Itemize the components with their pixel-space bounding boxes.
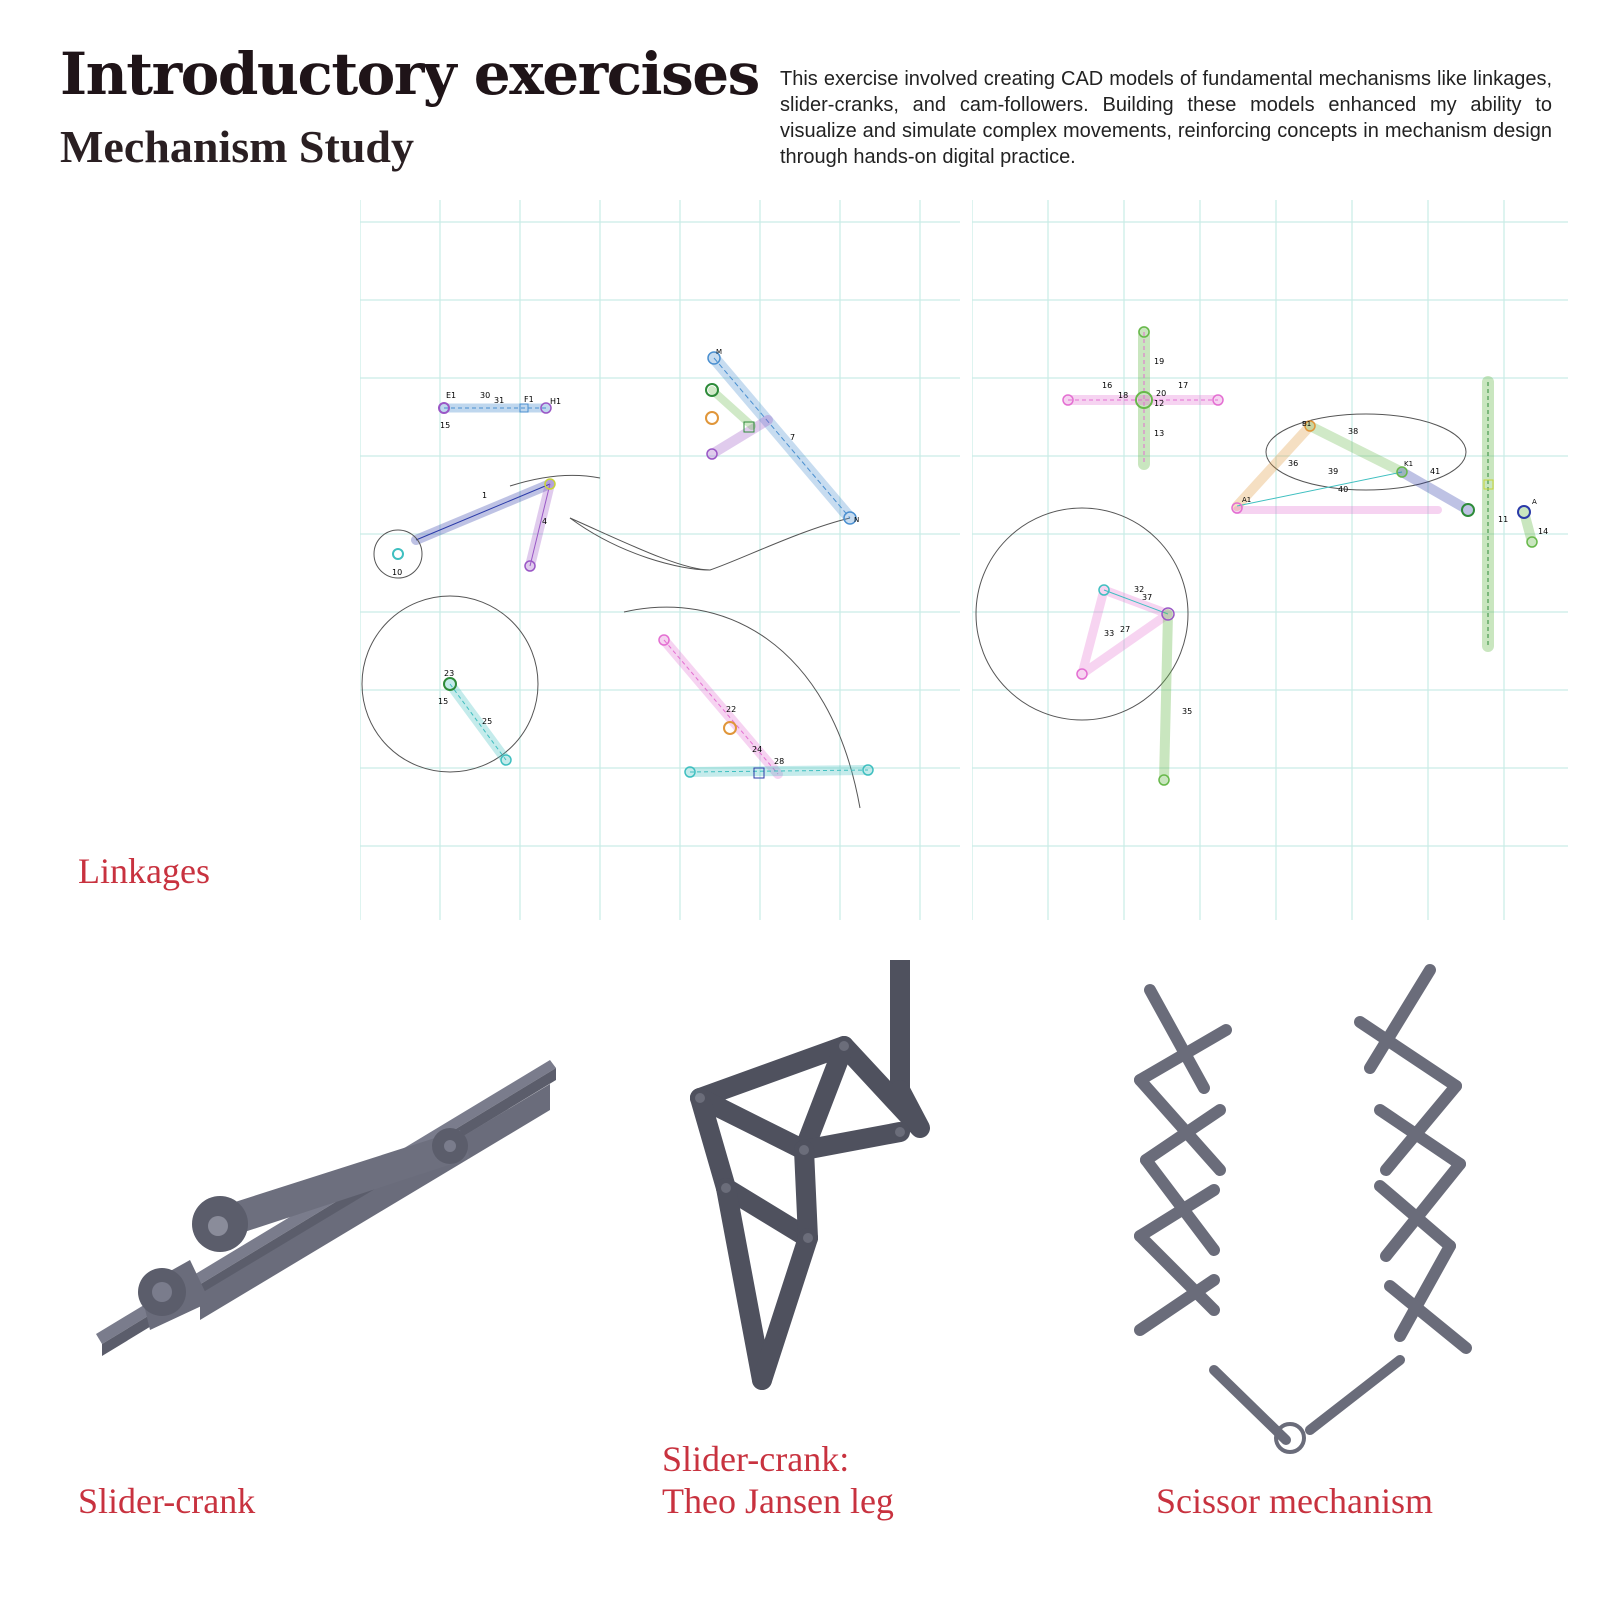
caption-scissor: Scissor mechanism <box>1156 1481 1433 1521</box>
label-16: 16 <box>1102 381 1113 390</box>
label-39: 39 <box>1328 467 1339 476</box>
page-title: Introductory exercises <box>60 40 759 108</box>
label-17: 17 <box>1178 381 1189 390</box>
label-32: 32 <box>1134 585 1145 594</box>
label-7: 7 <box>790 433 796 442</box>
label-m: M <box>716 348 723 356</box>
caption-slider-crank: Slider-crank <box>78 1481 256 1521</box>
caption-theo-line-2: Theo Jansen leg <box>662 1481 894 1521</box>
label-a: A <box>1532 498 1537 506</box>
label-b1: B1 <box>1302 420 1312 428</box>
label-19: 19 <box>1154 357 1165 366</box>
label-40: 40 <box>1338 485 1349 494</box>
label-28: 28 <box>774 757 785 766</box>
label-25: 25 <box>482 717 493 726</box>
label-n: N <box>854 516 860 524</box>
label-15-a: 15 <box>440 421 451 430</box>
label-22: 22 <box>726 705 737 714</box>
label-38: 38 <box>1348 427 1359 436</box>
caption-theo-jansen <box>662 1438 894 1522</box>
label-e1: E1 <box>446 391 457 400</box>
label-37: 37 <box>1142 593 1153 602</box>
label-k1: K1 <box>1404 460 1414 468</box>
caption-linkages: Linkages <box>78 851 210 891</box>
slider-crank-model <box>80 1040 580 1380</box>
label-12: 12 <box>1154 399 1165 408</box>
caption-theo-line-1: Slider-crank: <box>662 1439 850 1479</box>
description-text: This exercise involved creating CAD models of fundamental mechanisms like linkages, slider-cranks, and cam-followers. Building these models enhanced my ability to visualize and simulate complex movements, reinforcing concepts in mechanism design through hands-on digital practice. <box>780 68 1552 168</box>
label-13: 13 <box>1154 429 1165 438</box>
label-36: 36 <box>1288 459 1299 468</box>
label-41: 41 <box>1430 467 1441 476</box>
label-31: 31 <box>494 396 505 405</box>
label-a1: A1 <box>1242 496 1252 504</box>
linkage-diagram-right <box>972 200 1568 920</box>
label-10: 10 <box>392 568 403 577</box>
label-18: 18 <box>1118 391 1129 400</box>
label-4: 4 <box>542 517 548 526</box>
label-23: 23 <box>444 669 455 678</box>
label-h1: H1 <box>550 397 562 406</box>
label-1: 1 <box>482 491 488 500</box>
label-30: 30 <box>480 391 491 400</box>
label-24: 24 <box>752 745 763 754</box>
label-11: 11 <box>1498 515 1509 524</box>
linkage-diagram-left <box>360 200 960 920</box>
label-14: 14 <box>1538 527 1549 536</box>
label-20: 20 <box>1156 389 1167 398</box>
label-f1: F1 <box>524 395 534 404</box>
theo-jansen-model <box>680 960 980 1400</box>
label-35: 35 <box>1182 707 1193 716</box>
page-subtitle: Mechanism Study <box>60 121 414 172</box>
label-27: 27 <box>1120 625 1131 634</box>
label-33: 33 <box>1104 629 1115 638</box>
label-15-b: 15 <box>438 697 449 706</box>
scissor-model <box>1130 960 1490 1480</box>
